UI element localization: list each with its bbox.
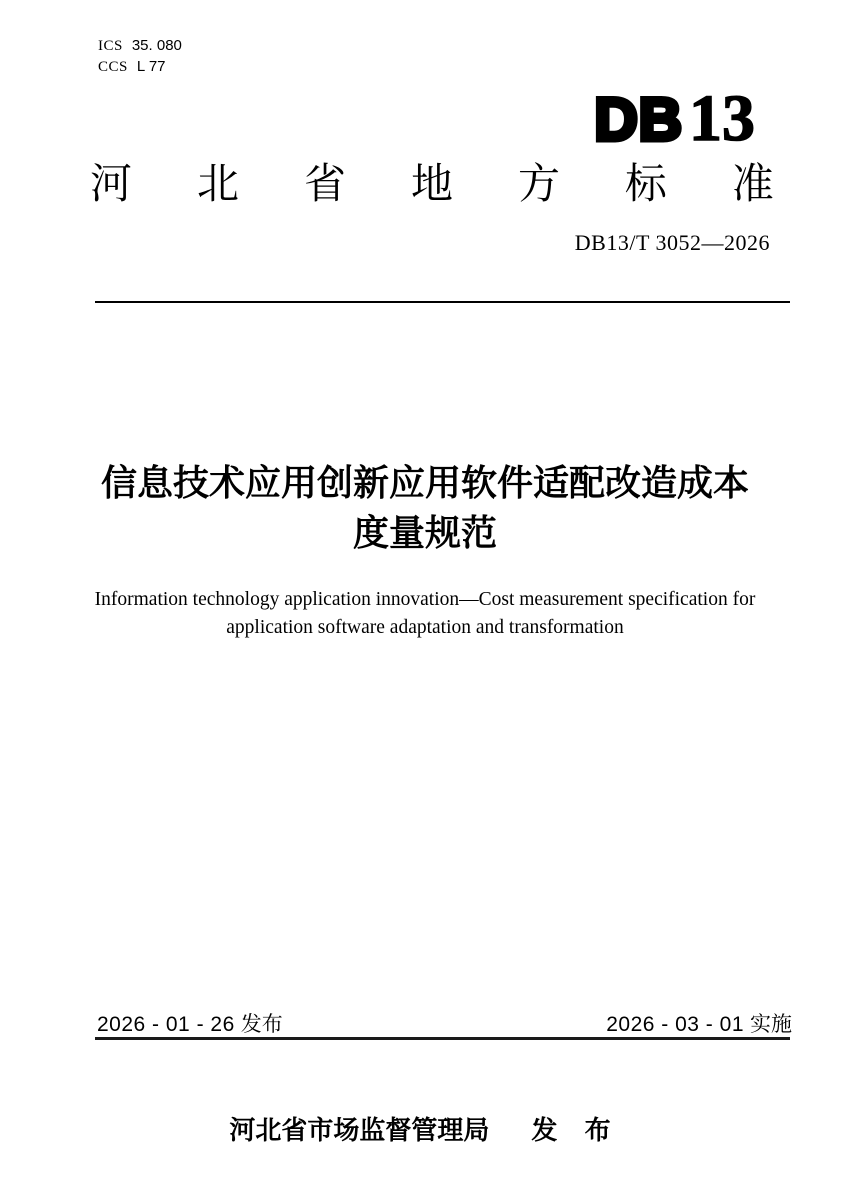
footer-divider-line xyxy=(95,1037,790,1040)
db13-logo-number: 13 xyxy=(689,82,755,155)
ccs-value: L 77 xyxy=(136,57,166,75)
header-divider-line xyxy=(95,301,790,303)
db13-logo xyxy=(594,82,755,155)
standard-category-char: 北 xyxy=(196,160,239,207)
issue-date-value: 2026 - 01 - 26 xyxy=(97,1013,235,1036)
standard-category-char: 方 xyxy=(517,160,560,207)
db13-logo-db-letters: DB xyxy=(594,86,683,153)
ccs-code-row xyxy=(98,57,182,78)
dates-row xyxy=(97,1008,792,1038)
standard-title-chinese xyxy=(0,458,850,558)
ics-code-row xyxy=(98,36,182,57)
standard-category-char: 标 xyxy=(624,160,667,207)
issue-date xyxy=(97,1008,283,1038)
standard-category-char: 地 xyxy=(410,160,453,207)
ics-value: 35. 080 xyxy=(131,37,182,54)
implement-date xyxy=(606,1008,792,1038)
standard-title-line2: 度量规范 xyxy=(352,512,497,553)
standard-document-number: DB13/T 3052—2026 xyxy=(574,230,770,255)
standard-category-char: 河 xyxy=(90,160,133,207)
ccs-label: CCS xyxy=(98,58,128,75)
classification-codes xyxy=(98,36,182,77)
issue-date-label: 发布 xyxy=(240,1013,283,1036)
standard-title-english xyxy=(0,586,850,642)
standard-title-line1: 信息技术应用创新应用软件适配改造成本 xyxy=(100,462,749,503)
standard-category-char: 省 xyxy=(303,160,346,207)
standard-category-title xyxy=(90,160,774,208)
publisher-row xyxy=(0,1110,850,1147)
standard-title-english-line2: application software adaptation and transformation xyxy=(226,617,624,638)
standard-category-char: 准 xyxy=(731,160,774,207)
standard-title-english-line1: Information technology application innovation—Cost measurement specification for xyxy=(94,589,756,610)
publish-label: 发 布 xyxy=(531,1115,621,1145)
implement-date-label: 实施 xyxy=(750,1013,792,1036)
implement-date-value: 2026 - 03 - 01 xyxy=(606,1013,744,1036)
publisher-name: 河北省市场监督管理局 xyxy=(229,1115,490,1145)
ics-label: ICS xyxy=(98,38,123,54)
